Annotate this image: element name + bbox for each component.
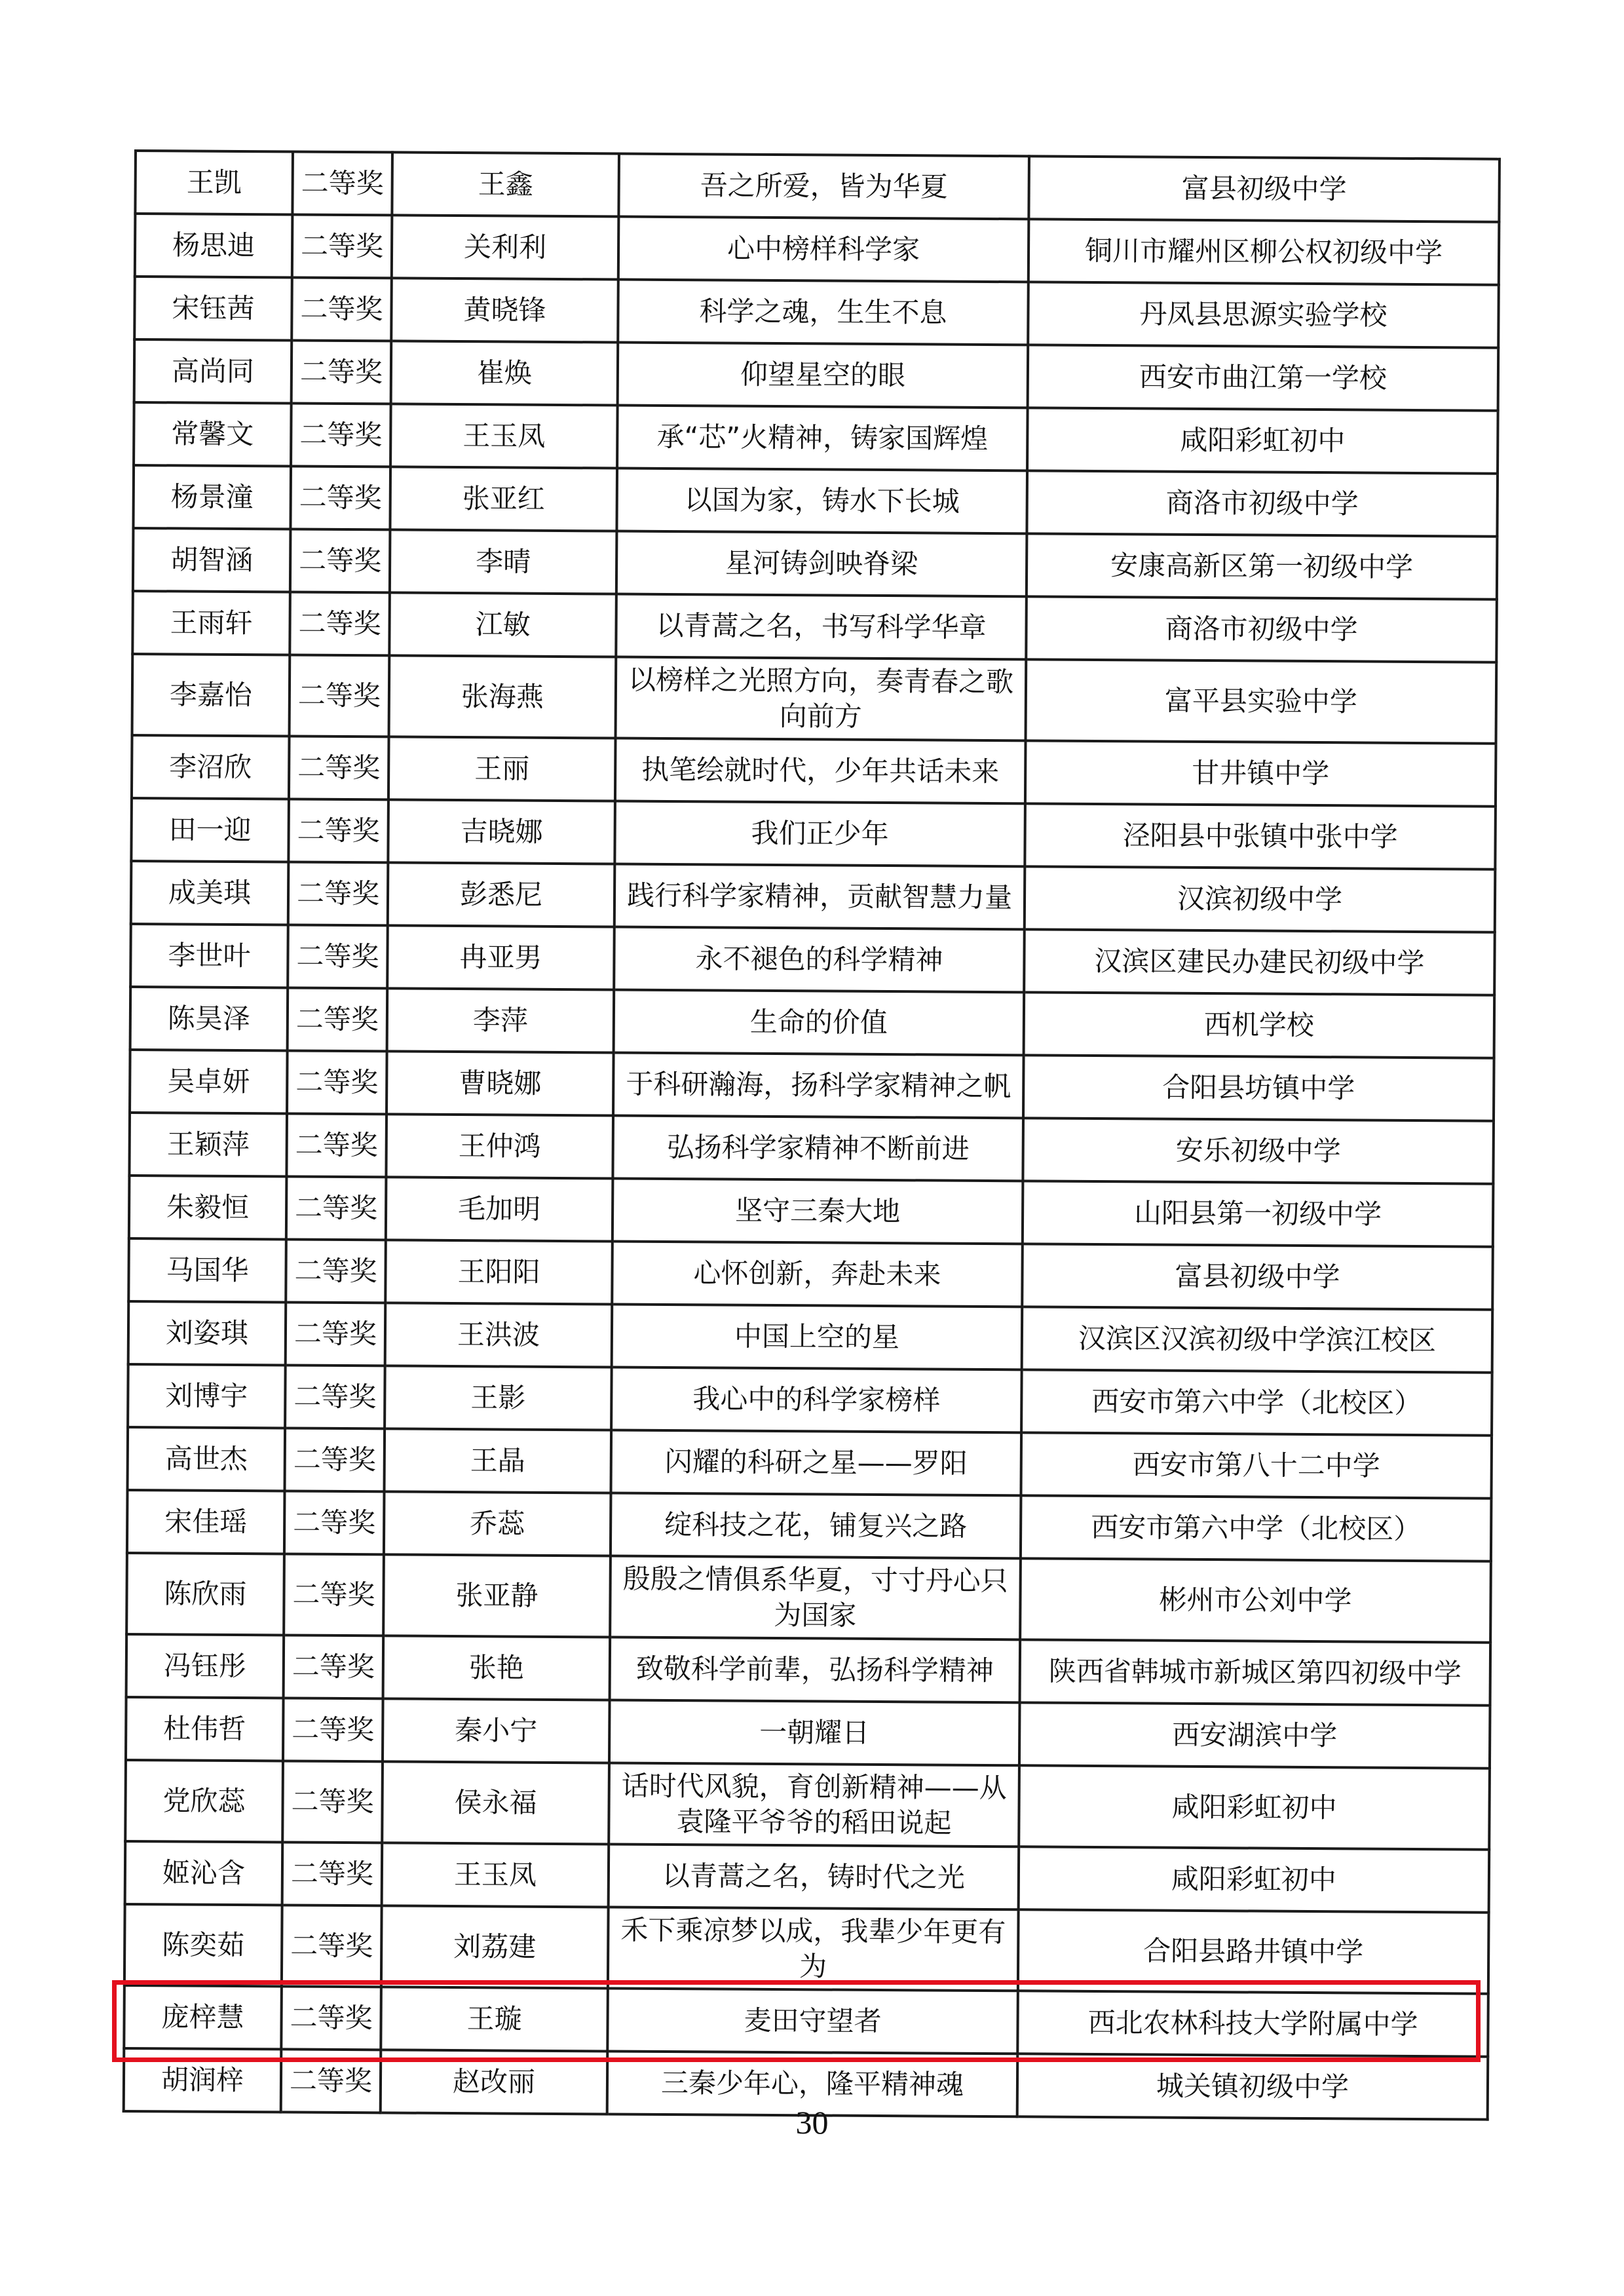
teacher-name-cell: 李萍 — [387, 988, 614, 1052]
award-level-cell: 二等奖 — [291, 403, 391, 467]
award-level-cell: 二等奖 — [284, 1428, 385, 1491]
school-name-cell: 陕西省韩城市新城区第四初级中学 — [1020, 1639, 1491, 1705]
student-name-cell: 杜伟哲 — [126, 1697, 284, 1761]
student-name-cell: 常馨文 — [134, 402, 292, 466]
teacher-name-cell: 彭悉尼 — [388, 862, 615, 927]
student-name-cell: 李嘉怡 — [132, 654, 290, 736]
award-level-cell: 二等奖 — [290, 529, 390, 592]
teacher-name-cell: 张海燕 — [389, 655, 616, 738]
student-name-cell: 宋钰茜 — [134, 277, 292, 340]
award-level-cell: 二等奖 — [290, 655, 390, 737]
table-row — [134, 402, 1498, 474]
student-name-cell: 陈昊泽 — [130, 987, 288, 1050]
student-name-cell: 李世叶 — [130, 924, 288, 987]
school-name-cell: 汉滨区建民办建民初级中学 — [1024, 929, 1495, 995]
table-row — [129, 1176, 1494, 1247]
essay-title-cell: 承“芯”火精神，铸家国辉煌 — [617, 406, 1028, 471]
essay-title-cell: 仰望星空的眼 — [618, 343, 1029, 408]
student-name-cell: 王雨轩 — [132, 591, 290, 655]
teacher-name-cell: 黄晓锋 — [391, 278, 618, 342]
teacher-name-cell: 张亚红 — [390, 467, 617, 531]
essay-title-cell: 星河铸剑映脊梁 — [616, 531, 1027, 597]
table-row — [128, 1238, 1493, 1310]
table-row — [131, 798, 1496, 870]
student-name-cell: 成美琪 — [131, 861, 289, 925]
essay-title-cell: 殷殷之情俱系华夏，寸寸丹心只为国家 — [610, 1556, 1021, 1639]
school-name-cell: 汉滨区汉滨初级中学滨江校区 — [1022, 1307, 1493, 1372]
table-row — [132, 591, 1497, 662]
table-row — [129, 1113, 1494, 1184]
essay-title-cell: 弘扬科学家精神不断前进 — [613, 1115, 1023, 1181]
table-row — [126, 1553, 1491, 1643]
essay-title-cell: 话时代风貌，育创新精神——从袁隆平爷爷的稻田说起 — [609, 1763, 1019, 1846]
award-level-cell: 二等奖 — [288, 862, 388, 925]
table-row — [134, 277, 1499, 348]
award-level-cell: 二等奖 — [284, 1635, 384, 1698]
award-level-cell: 二等奖 — [281, 1986, 381, 2050]
student-name-cell: 宋佳瑶 — [127, 1490, 285, 1554]
school-name-cell: 西安市第六中学（北校区） — [1021, 1495, 1492, 1561]
teacher-name-cell: 毛加明 — [386, 1177, 613, 1241]
table-row — [130, 1050, 1494, 1121]
student-name-cell: 王颖萍 — [129, 1113, 287, 1176]
award-level-cell: 二等奖 — [282, 1761, 383, 1843]
teacher-name-cell: 李晴 — [390, 529, 617, 594]
student-name-cell: 马国华 — [128, 1238, 286, 1302]
award-level-cell: 二等奖 — [288, 925, 388, 988]
table-row — [126, 1634, 1491, 1706]
table-row — [135, 151, 1500, 222]
school-name-cell: 合阳县路井镇中学 — [1018, 1909, 1489, 1993]
table-row — [125, 1760, 1490, 1850]
school-name-cell: 富县初级中学 — [1029, 156, 1500, 221]
teacher-name-cell: 王影 — [385, 1366, 612, 1430]
teacher-name-cell: 张艳 — [383, 1636, 611, 1700]
teacher-name-cell: 王仲鸿 — [386, 1114, 613, 1178]
teacher-name-cell: 王晶 — [384, 1428, 611, 1493]
student-name-cell: 李沼欣 — [132, 735, 290, 799]
school-name-cell: 西安市曲江第一学校 — [1028, 345, 1499, 410]
award-level-cell: 二等奖 — [284, 1554, 384, 1636]
award-level-cell: 二等奖 — [285, 1365, 385, 1428]
school-name-cell: 商洛市初级中学 — [1027, 470, 1498, 536]
award-level-cell: 二等奖 — [289, 736, 389, 799]
awards-table-body — [124, 151, 1500, 2120]
essay-title-cell: 禾下乘凉梦以成，我辈少年更有为 — [608, 1907, 1019, 1991]
table-row — [133, 465, 1498, 537]
school-name-cell: 山阳县第一初级中学 — [1023, 1181, 1494, 1246]
essay-title-cell: 生命的价值 — [614, 989, 1025, 1055]
teacher-name-cell: 崔焕 — [391, 341, 618, 405]
award-level-cell: 二等奖 — [286, 1176, 387, 1240]
essay-title-cell: 于科研瀚海，扬科学家精神之帆 — [613, 1052, 1024, 1118]
school-name-cell: 合阳县坊镇中学 — [1023, 1055, 1494, 1120]
table-row — [135, 214, 1500, 285]
award-level-cell: 二等奖 — [288, 987, 388, 1051]
teacher-name-cell: 张亚静 — [383, 1554, 611, 1637]
table-row — [134, 339, 1499, 411]
table-row — [124, 1904, 1489, 1994]
student-name-cell: 胡润梓 — [124, 2048, 282, 2112]
teacher-name-cell: 关利利 — [392, 215, 619, 279]
student-name-cell: 陈欣雨 — [126, 1553, 284, 1635]
award-level-cell: 二等奖 — [292, 340, 392, 404]
teacher-name-cell: 王丽 — [388, 737, 616, 801]
award-level-cell: 二等奖 — [281, 2049, 381, 2113]
school-name-cell: 铜川市耀州区柳公权初级中学 — [1029, 219, 1500, 284]
teacher-name-cell: 王洪波 — [385, 1303, 613, 1367]
essay-title-cell: 一朝耀日 — [609, 1700, 1020, 1765]
teacher-name-cell: 赵改丽 — [381, 2050, 608, 2114]
school-name-cell: 安乐初级中学 — [1023, 1118, 1494, 1183]
essay-title-cell: 心怀创新，奔赴未来 — [612, 1241, 1023, 1307]
table-row-highlighted — [124, 1985, 1488, 2057]
awards-table — [123, 149, 1501, 2121]
school-name-cell: 甘井镇中学 — [1025, 740, 1496, 806]
teacher-name-cell: 王鑫 — [392, 152, 619, 216]
school-name-cell: 泾阳县中张镇中张中学 — [1025, 803, 1496, 869]
essay-title-cell: 坚守三秦大地 — [613, 1178, 1023, 1244]
essay-title-cell: 以青蒿之名，铸时代之光 — [609, 1844, 1019, 1909]
teacher-name-cell: 侯永福 — [382, 1761, 609, 1844]
student-name-cell: 姬沁含 — [125, 1841, 283, 1905]
essay-title-cell: 致敬科学前辈，弘扬科学精神 — [610, 1637, 1021, 1702]
teacher-name-cell: 冉亚男 — [387, 925, 614, 989]
award-level-cell: 二等奖 — [292, 277, 392, 341]
student-name-cell: 田一迎 — [131, 798, 289, 862]
teacher-name-cell: 曹晓娜 — [387, 1051, 614, 1115]
table-row — [128, 1364, 1492, 1436]
award-level-cell: 二等奖 — [282, 1842, 383, 1905]
school-name-cell: 西安市第六中学（北校区） — [1021, 1369, 1492, 1435]
teacher-name-cell: 刘荔建 — [381, 1905, 609, 1988]
essay-title-cell: 心中榜样科学家 — [618, 217, 1029, 282]
table-row — [130, 924, 1495, 995]
essay-title-cell: 我们正少年 — [614, 801, 1025, 867]
student-name-cell: 杨思迪 — [135, 214, 293, 277]
school-name-cell: 安康高新区第一初级中学 — [1027, 533, 1498, 599]
essay-title-cell: 执笔绘就时代，少年共话未来 — [615, 738, 1026, 804]
school-name-cell: 西北农林科技大学附属中学 — [1017, 1991, 1488, 2056]
school-name-cell: 西安湖滨中学 — [1019, 1702, 1490, 1768]
student-name-cell: 胡智涵 — [133, 528, 291, 592]
essay-title-cell: 麦田守望者 — [607, 1988, 1018, 2054]
student-name-cell: 冯钰彤 — [126, 1634, 284, 1698]
school-name-cell: 咸阳彩虹初中 — [1019, 1846, 1490, 1912]
school-name-cell: 富县初级中学 — [1022, 1244, 1493, 1309]
student-name-cell: 刘姿琪 — [128, 1301, 286, 1365]
table-row — [126, 1697, 1490, 1769]
essay-title-cell: 以国为家，铸水下长城 — [616, 469, 1027, 534]
table-row — [131, 861, 1496, 932]
essay-title-cell: 践行科学家精神，贡献智慧力量 — [614, 864, 1025, 930]
award-level-cell: 二等奖 — [290, 466, 390, 529]
student-name-cell: 刘博宇 — [128, 1364, 286, 1428]
award-level-cell: 二等奖 — [292, 151, 392, 215]
award-level-cell: 二等奖 — [284, 1491, 385, 1554]
award-level-cell: 二等奖 — [286, 1302, 386, 1366]
student-name-cell: 王凯 — [135, 151, 293, 214]
school-name-cell: 城关镇初级中学 — [1017, 2054, 1488, 2119]
school-name-cell: 汉滨初级中学 — [1025, 866, 1496, 932]
table-row — [130, 987, 1495, 1058]
award-level-cell: 二等奖 — [282, 1905, 382, 1987]
award-level-cell: 二等奖 — [283, 1698, 383, 1761]
table-row — [132, 654, 1497, 744]
essay-title-cell: 我心中的科学家榜样 — [611, 1367, 1022, 1432]
student-name-cell: 杨景潼 — [133, 465, 291, 529]
school-name-cell: 丹凤县思源实验学校 — [1028, 282, 1499, 347]
table-row — [128, 1301, 1493, 1373]
award-level-cell: 二等奖 — [288, 799, 388, 862]
student-name-cell: 陈奕茹 — [124, 1904, 282, 1986]
school-name-cell: 彬州市公刘中学 — [1020, 1558, 1491, 1642]
school-name-cell: 咸阳彩虹初中 — [1027, 408, 1498, 473]
teacher-name-cell: 吉晓娜 — [388, 799, 615, 864]
student-name-cell: 吴卓妍 — [130, 1050, 288, 1113]
teacher-name-cell: 王璇 — [381, 1987, 608, 2051]
teacher-name-cell: 王阳阳 — [385, 1240, 613, 1304]
table-row — [128, 1427, 1492, 1499]
teacher-name-cell: 江敏 — [389, 592, 616, 657]
award-level-cell: 二等奖 — [287, 1050, 387, 1114]
essay-title-cell: 闪耀的科研之星——罗阳 — [611, 1430, 1021, 1495]
teacher-name-cell: 乔蕊 — [384, 1491, 611, 1556]
page-number: 30 — [795, 2104, 829, 2141]
table-row — [132, 735, 1496, 807]
student-name-cell: 朱毅恒 — [129, 1176, 287, 1239]
student-name-cell: 党欣蕊 — [125, 1760, 283, 1842]
essay-title-cell: 永不褪色的科学精神 — [614, 927, 1025, 992]
table-row — [127, 1490, 1492, 1561]
student-name-cell: 庞梓慧 — [124, 1985, 282, 2049]
school-name-cell: 富平县实验中学 — [1026, 659, 1497, 743]
essay-title-cell: 吾之所爱，皆为华夏 — [618, 154, 1029, 220]
essay-title-cell: 以青蒿之名，书写科学华章 — [616, 594, 1027, 660]
essay-title-cell: 三秦少年心，隆平精神魂 — [607, 2051, 1018, 2116]
teacher-name-cell: 王玉凤 — [382, 1843, 609, 1907]
award-level-cell: 二等奖 — [290, 592, 390, 655]
essay-title-cell: 科学之魂，生生不息 — [618, 280, 1029, 345]
school-name-cell: 商洛市初级中学 — [1026, 596, 1497, 662]
teacher-name-cell: 秦小宁 — [383, 1698, 610, 1763]
award-level-cell: 二等奖 — [286, 1113, 387, 1177]
table-row — [133, 528, 1498, 600]
teacher-name-cell: 王玉凤 — [390, 404, 618, 468]
award-level-cell: 二等奖 — [286, 1239, 386, 1303]
table-row — [125, 1841, 1490, 1913]
student-name-cell: 高尚同 — [134, 339, 292, 403]
award-level-cell: 二等奖 — [292, 214, 392, 278]
school-name-cell: 咸阳彩虹初中 — [1019, 1765, 1490, 1849]
essay-title-cell: 中国上空的星 — [612, 1304, 1023, 1369]
student-name-cell: 高世杰 — [128, 1427, 286, 1491]
essay-title-cell: 以榜样之光照方向，奏青春之歌向前方 — [616, 657, 1027, 741]
school-name-cell: 西安市第八十二中学 — [1021, 1432, 1492, 1498]
school-name-cell: 西机学校 — [1024, 992, 1495, 1058]
essay-title-cell: 绽科技之花，铺复兴之路 — [611, 1493, 1021, 1558]
